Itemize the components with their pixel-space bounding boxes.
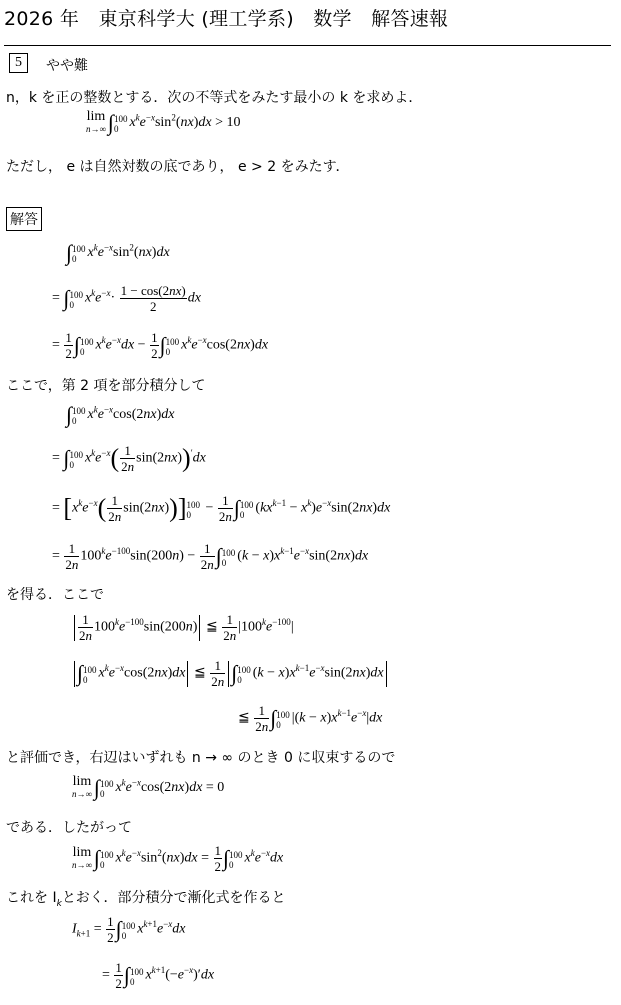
problem-note: ただし， e は自然対数の底であり， e > 2 をみたす．	[6, 159, 350, 175]
eq-13: $I_{k+1}$ = $\frac{1}{2}$ ∫ 100 0 $x^{k+1}e^{-x}dx$	[72, 914, 186, 945]
eq-1: ∫ 100 0 $x^ke^{-x}\sin^2(nx)dx$	[66, 240, 170, 265]
eq-3: = $\frac{1}{2}$ ∫ 100 0 $x^ke^{-x}dx$ − $\frac{1}{2}$ ∫ 100 0 $x^ke^{-x}\cos(2nx)dx$	[52, 330, 269, 361]
difficulty-label: やや難	[46, 58, 88, 74]
answer-text-3: と評価でき，右辺はいずれも n → ∞ のとき 0 に収束するので	[6, 750, 396, 766]
eq-2: = ∫ 100 0 $x^ke^{-x}\cdot$ $\frac{1 - \cos(2nx)}{2}$ dx	[52, 283, 201, 314]
answer-text-2: を得る．ここで	[6, 587, 104, 603]
answer-label: 解答	[6, 207, 42, 231]
eq-11: lim n→∞ ∫ 100 0 $x^ke^{-x}\cos(2nx)dx = 0$	[72, 773, 225, 800]
eq-10: ≦ $\frac{1}{2n}$ ∫ 100 0 $|(k - x)x^{k-1}e^{-x}|dx$	[238, 703, 383, 734]
problem-statement: n，k を正の整数とする．次の不等式をみたす最小の k を求めよ．	[6, 90, 423, 106]
eq-9: ∫ 100 0 $x^ke^{-x}\cos(2nx)dx$ ≦ $\frac{1}{2n}$ ∫ 100 0 $(k - x)x^{k-1}e^{-x}\sin(2nx)dx$	[72, 658, 389, 689]
eq-4: ∫ 100 0 $x^ke^{-x}\cos(2nx)dx$	[66, 402, 175, 427]
answer-text-4: である．したがって	[6, 820, 132, 836]
eq-5: = ∫ 100 0 $x^ke^{-x}$( $\frac{1}{2n}$ sin(2nx))′dx	[52, 443, 206, 474]
problem-inequality: lim n→∞ ∫ 100 0 $x^ke^{-x}\sin^2(nx)dx > 10$	[86, 108, 241, 135]
eq-6: = [$x^ke^{-x}$( $\frac{1}{2n}$ sin(2nx))] 100 0 − $\frac{1}{2n}$ ∫ 100 0 $(kx^{k-1} - x^k)e^{-x}\sin(2nx)dx$	[52, 493, 391, 524]
eq-7: = $\frac{1}{2n}$ $100^ke^{-100}\sin(200n)$ − $\frac{1}{2n}$ ∫ 100 0 $(k - x)x^{k-1}e^{-x}\sin(2nx)dx$	[52, 541, 369, 572]
eq-12: lim n→∞ ∫ 100 0 $x^ke^{-x}\sin^2(nx)dx$ = $\frac{1}{2}$ ∫ 100 0 $x^ke^{-x}dx$	[72, 843, 284, 874]
eq-14: = $\frac{1}{2}$ ∫ 100 0 $x^{k+1}(-e^{-x})'dx$	[102, 960, 215, 991]
title-divider	[4, 45, 611, 46]
eq-8: $\frac{1}{2n}$ $100^ke^{-100}\sin(200n)$ ≦ $\frac{1}{2n}$ $|100^ke^{-100}|$	[72, 612, 294, 643]
answer-text-1: ここで，第 2 項を部分積分して	[6, 378, 206, 394]
problem-number: 5	[9, 53, 28, 73]
page-title: 2026 年 東京科学大 (理工学系) 数学 解答速報	[4, 8, 449, 30]
answer-text-5: これを $I_k$とおく．部分積分で漸化式を作ると	[6, 890, 286, 909]
